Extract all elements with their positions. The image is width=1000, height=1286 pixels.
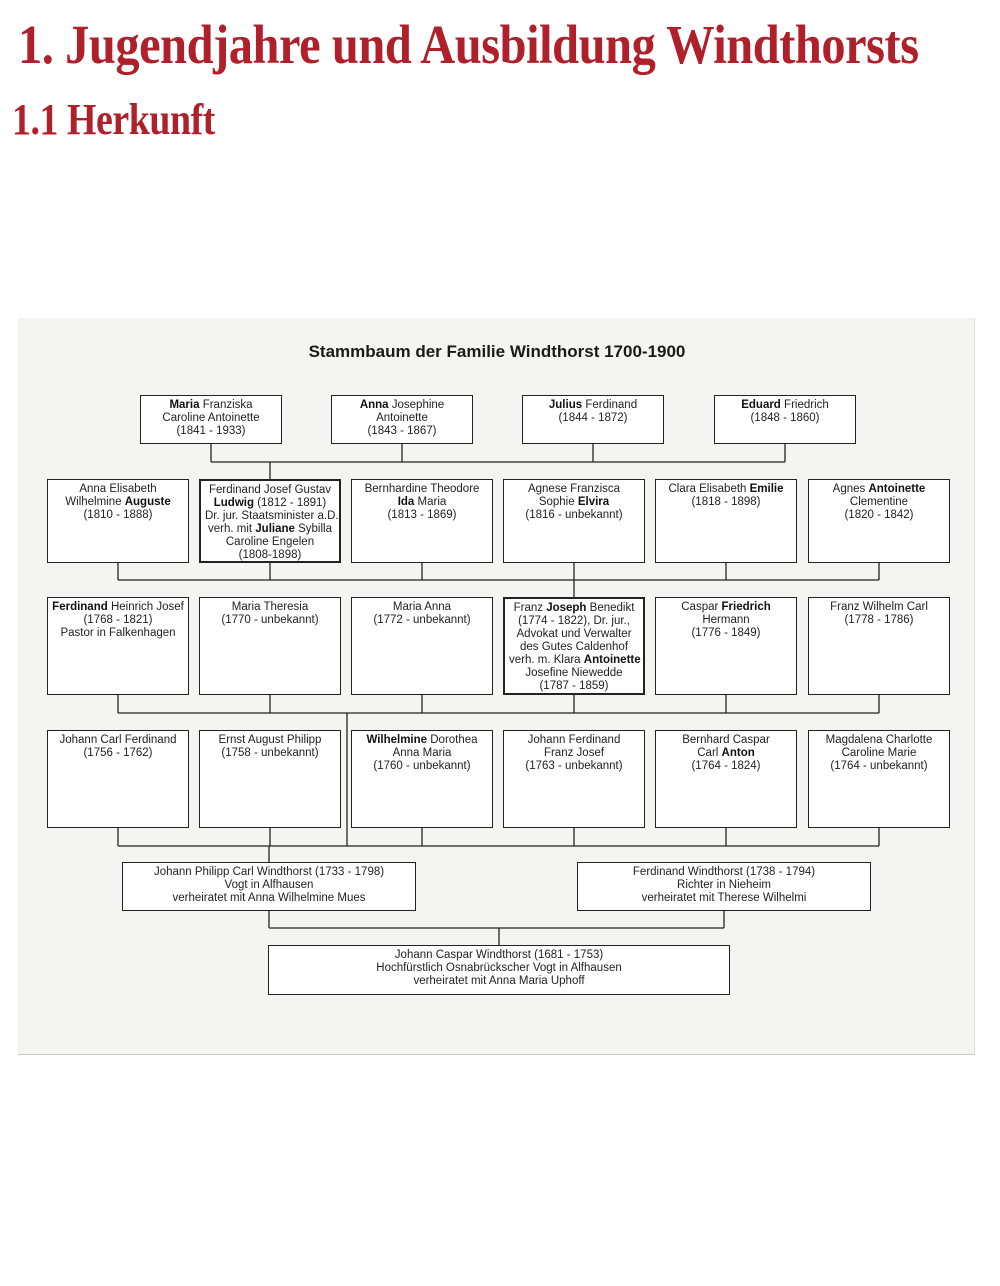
name-text: Magdalena Charlotte [825,734,933,746]
name-text: Caspar [681,601,722,613]
name-text: (1787 - 1859) [539,680,609,692]
name-text: (1760 - unbekannt) [373,760,471,772]
person-box-ferdinand [47,597,189,695]
name-text: Anna Maria [392,747,452,759]
person-text-line [813,760,945,773]
person-box-johann-caspar [268,945,730,995]
name-text: Caroline Engelen [225,536,315,548]
name-text: Franz [513,602,547,614]
given-name: Elvira [577,496,610,508]
person-text-line [205,484,335,497]
person-box-elvira [503,479,645,563]
name-text: (1768 - 1821) [83,614,153,626]
name-text: Ferdinand Josef Gustav [208,484,332,496]
name-text: Johann Ferdinand [527,734,621,746]
person-text-line [660,627,792,640]
person-text-line [813,509,945,522]
person-text-line [508,734,640,747]
person-text-line [205,523,335,536]
person-box-maria [140,395,282,444]
person-text-line [813,483,945,496]
given-name: Emilie [749,483,784,495]
given-name: Eduard [741,399,781,411]
person-text-line [52,483,184,496]
name-text: Ernst August Philipp [218,734,322,746]
person-text-line [356,509,488,522]
person-box-julius [522,395,664,444]
person-text-line [660,734,792,747]
person-text-line [508,483,640,496]
name-text: verh. mit [207,523,256,535]
name-text: Richter in Nieheim [677,879,771,891]
person-text-line [813,614,945,627]
name-text: (1770 - unbekannt) [221,614,319,626]
name-text: Ferdinand [582,399,638,411]
name-text: (1841 - 1933) [176,425,246,437]
person-text-line [273,962,725,975]
person-box-friedrich [655,597,797,695]
person-text-line [508,496,640,509]
name-text: verheiratet mit Therese Wilhelmi [641,892,807,904]
name-text: Franz Josef [543,747,605,759]
name-text: Franz Wilhelm Carl [830,601,928,613]
name-text: Hermann [702,614,750,626]
name-text: (1756 - 1762) [83,747,153,759]
name-text: Dorothea [427,734,478,746]
person-text-line [509,602,639,615]
name-text: Bernhardine Theodore [364,483,480,495]
person-text-line [660,760,792,773]
person-box-franz-joseph [503,597,645,695]
person-text-line [509,641,639,654]
person-box-anton [655,730,797,828]
person-text-line [205,510,339,523]
person-text-line [509,667,639,680]
person-text-line [813,734,945,747]
name-text: (1816 - unbekannt) [525,509,623,521]
given-name: Juliane [255,523,295,535]
person-text-line [582,879,866,892]
name-text: verheiratet mit Anna Wilhelmine Mues [172,892,366,904]
section-heading: 1.1 Herkunft [12,95,215,144]
name-text: Franziska [199,399,253,411]
person-box-franz-wilhelm [808,597,950,695]
person-box-johann-ferdinand [503,730,645,828]
name-text: Hochfürstlich Osnabrückscher Vogt in Alfhausen [376,962,622,974]
person-text-line [127,892,411,905]
name-text: Johann Caspar Windthorst (1681 - 1753) [394,949,604,961]
person-text-line [52,614,184,627]
name-text: verheiratet mit Anna Maria Uphoff [413,975,585,987]
person-text-line [204,614,336,627]
given-name: Ida [397,496,415,508]
name-text: (1778 - 1786) [844,614,914,626]
person-text-line [52,496,184,509]
name-text: (1764 - 1824) [691,760,761,772]
name-text: Josephine [388,399,445,411]
person-text-line [509,615,639,628]
person-text-line [356,734,488,747]
given-name: Friedrich [721,601,771,613]
person-text-line [356,496,488,509]
name-text: Johann Philipp Carl Windthorst (1733 - 1798) [153,866,385,878]
name-text: Johann Carl Ferdinand [59,734,177,746]
name-text: Advokat und Verwalter [516,628,632,640]
name-text: (1774 - 1822), Dr. jur., [518,615,630,627]
person-text-line [205,536,335,549]
name-text: (1764 - unbekannt) [830,760,928,772]
person-text-line [508,760,640,773]
person-box-anna [331,395,473,444]
person-text-line [273,949,725,962]
person-text-line [52,627,184,640]
given-name: Antoinette [868,483,926,495]
name-text: Ferdinand Windthorst (1738 - 1794) [632,866,816,878]
person-box-auguste [47,479,189,563]
name-text: Heinrich Josef [107,601,184,613]
person-text-line [660,614,792,627]
person-box-ferdinand-windthorst [577,862,871,911]
chapter-heading: 1. Jugendjahre und Ausbildung Windthorsts [18,14,919,75]
person-text-line [127,866,411,879]
name-text: (1758 - unbekannt) [221,747,319,759]
person-text-line [52,601,184,614]
name-text: Maria Anna [392,601,452,613]
name-text: (1810 - 1888) [83,509,153,521]
person-text-line [336,399,468,412]
given-name: Julius [548,399,583,411]
given-name: Ferdinand [52,601,108,613]
person-text-line [52,747,184,760]
person-text-line [145,399,277,412]
name-text: Benedikt [586,602,635,614]
person-text-line [145,425,277,438]
person-text-line [527,399,659,412]
name-text: (1818 - 1898) [691,496,761,508]
given-name: Anna [359,399,389,411]
person-text-line [205,549,335,562]
name-text: Clara Elisabeth [668,483,750,495]
name-text: Friedrich [780,399,829,411]
person-box-wilhelmine [351,730,493,828]
given-name: Auguste [124,496,171,508]
person-text-line [52,734,184,747]
name-text: verh. m. Klara [509,654,584,666]
person-box-eduard [714,395,856,444]
given-name: Wilhelmine [366,734,428,746]
given-name: Maria [169,399,200,411]
person-text-line [205,497,335,510]
name-text: (1820 - 1842) [844,509,914,521]
person-text-line [508,509,640,522]
name-text: Antoinette [376,412,428,424]
name-text: Carl [697,747,722,759]
person-text-line [336,425,468,438]
person-text-line [356,483,488,496]
person-text-line [660,483,792,496]
person-box-antoinette [808,479,950,563]
person-box-maria-anna [351,597,493,695]
person-text-line [52,509,184,522]
name-text: Pastor in Falkenhagen [60,627,176,639]
person-text-line [509,654,639,667]
name-text: des Gutes Caldenhof [519,641,629,653]
name-text: (1812 - 1891) [254,497,327,509]
person-text-line [813,496,945,509]
person-text-line [145,412,277,425]
name-text: (1763 - unbekannt) [525,760,623,772]
person-text-line [813,747,945,760]
person-text-line [204,747,336,760]
name-text: (1776 - 1849) [691,627,761,639]
person-box-ludwig [199,479,341,563]
name-text: (1848 - 1860) [750,412,820,424]
name-text: (1843 - 1867) [367,425,437,437]
person-box-johann-philipp [122,862,416,911]
person-text-line [508,747,640,760]
given-name: Ludwig [213,497,254,509]
person-text-line [660,747,792,760]
name-text: Anna Elisabeth [79,483,157,495]
name-text: (1772 - unbekannt) [373,614,471,626]
given-name: Joseph [546,602,587,614]
person-box-emilie [655,479,797,563]
person-box-maria-theresia [199,597,341,695]
person-text-line [273,975,725,988]
name-text: (1813 - 1869) [387,509,457,521]
person-text-line [127,879,411,892]
name-text: Sybilla [294,523,332,535]
name-text: Caroline Antoinette [162,412,260,424]
name-text: Dr. jur. Staatsminister a.D. [205,510,339,522]
person-text-line [582,866,866,879]
name-text: Josefine Niewedde [525,667,623,679]
name-text: Wilhelmine [65,496,125,508]
person-text-line [719,399,851,412]
name-text: Sophie [538,496,578,508]
person-text-line [356,614,488,627]
name-text: Caroline Marie [841,747,917,759]
person-text-line [582,892,866,905]
person-text-line [356,601,488,614]
person-text-line [356,760,488,773]
name-text: Clementine [849,496,909,508]
name-text: Agnes [832,483,869,495]
person-box-ida [351,479,493,563]
person-text-line [356,747,488,760]
person-text-line [509,628,639,641]
name-text: Bernhard Caspar [682,734,770,746]
name-text: Maria [414,496,447,508]
name-text: (1808-1898) [238,549,302,561]
person-text-line [509,680,639,693]
person-text-line [660,496,792,509]
name-text: Vogt in Alfhausen [224,879,314,891]
person-text-line [813,601,945,614]
person-box-johann-carl [47,730,189,828]
person-text-line [204,734,336,747]
name-text: (1844 - 1872) [558,412,628,424]
person-box-magdalena [808,730,950,828]
name-text: Maria Theresia [231,601,309,613]
person-text-line [719,412,851,425]
name-text: Agnese Franzisca [527,483,621,495]
person-text-line [660,601,792,614]
person-box-ernst-august [199,730,341,828]
diagram-title: Stammbaum der Familie Windthorst 1700-1900 [308,342,686,361]
person-text-line [204,601,336,614]
given-name: Anton [721,747,755,759]
person-text-line [336,412,468,425]
given-name: Antoinette [583,654,641,666]
person-text-line [527,412,659,425]
